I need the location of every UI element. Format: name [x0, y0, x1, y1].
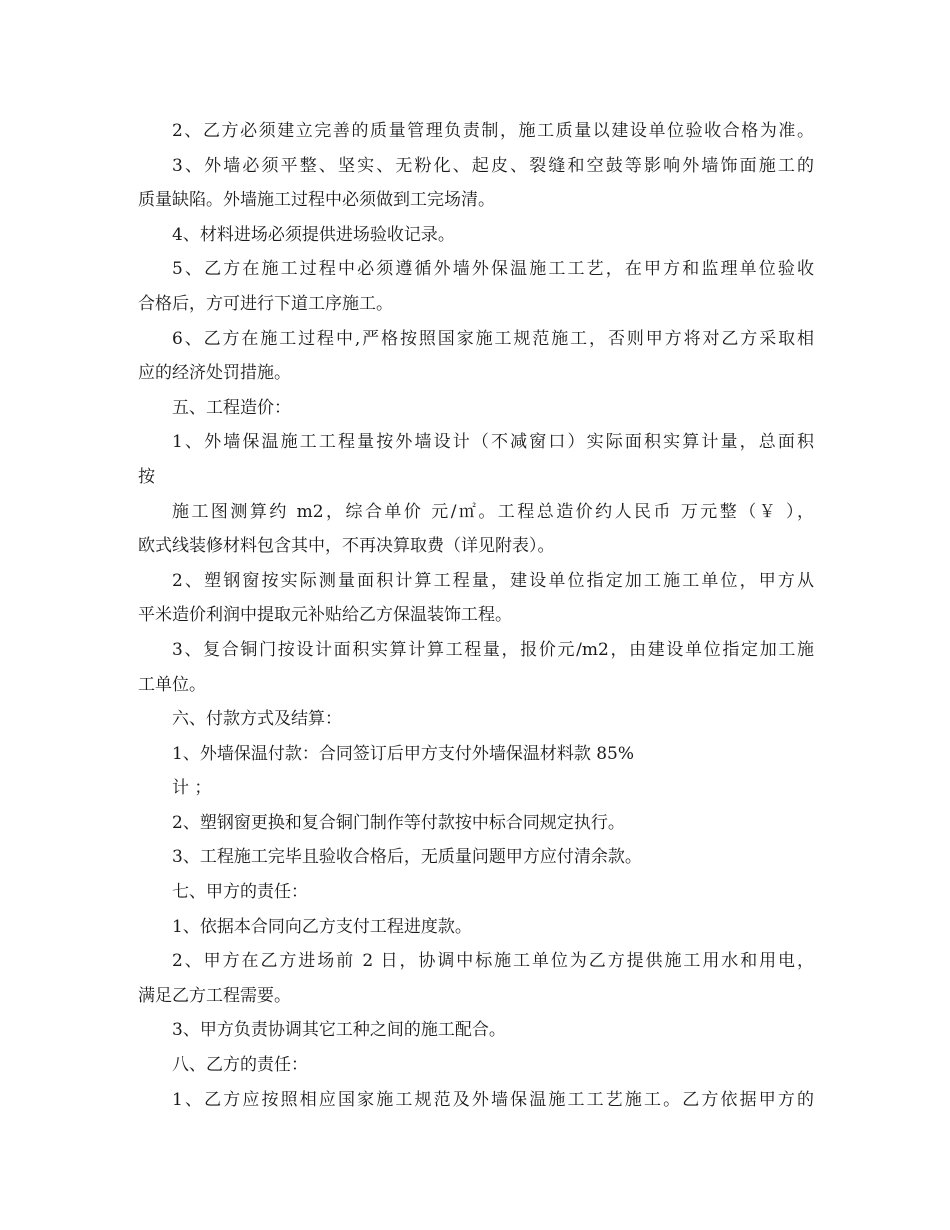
text-line: 1、乙方应按照相应国家施工规范及外墙保温施工工艺施工。乙方依据甲方的 — [172, 1089, 814, 1110]
text-line: 五、工程造价： — [172, 397, 291, 418]
text-line: 合格后，方可进行下道工序施工。 — [138, 293, 393, 314]
text-line: 施工图测算约 m2，综合单价 元/㎡。工程总造价约人民币 万元整（￥ ）， — [172, 501, 814, 522]
text-line: 工单位。 — [138, 674, 206, 695]
text-line: 4、材料进场必须提供进场验收记录。 — [172, 224, 455, 245]
text-line: 2、塑钢窗更换和复合铜门制作等付款按中标合同规定执行。 — [172, 812, 625, 833]
text-line: 1、外墙保温施工工程量按外墙设计（不减窗口）实际面积实算计量，总面积 — [172, 432, 814, 453]
text-line: 5、乙方在施工过程中必须遵循外墙外保温施工工艺，在甲方和监理单位验收 — [172, 259, 814, 280]
text-line: 1、依据本合同向乙方支付工程进度款。 — [172, 916, 472, 937]
text-line: 六、付款方式及结算： — [172, 709, 342, 730]
text-line: 3、甲方负责协调其它工种之间的施工配合。 — [172, 1020, 506, 1041]
text-line: 2、塑钢窗按实际测量面积计算工程量，建设单位指定加工施工单位，甲方从 — [172, 570, 814, 591]
text-line: 平米造价利润中提取元补贴给乙方保温装饰工程。 — [138, 605, 512, 626]
text-line: 满足乙方工程需要。 — [138, 985, 291, 1006]
text-line: 1、外墙保温付款：合同签订后甲方支付外墙保温材料款 85% — [172, 743, 635, 764]
text-line: 2、甲方在乙方进场前 2 日，协调中标施工单位为乙方提供施工用水和用电， — [172, 951, 814, 972]
text-line: 七、甲方的责任： — [172, 882, 308, 903]
text-line: 欧式线装修材料包含其中，不再决算取费（详见附表）。 — [138, 536, 555, 557]
text-line: 应的经济处罚措施。 — [138, 363, 291, 384]
text-line: 八、乙方的责任： — [172, 1055, 308, 1076]
text-line: 按 — [138, 466, 155, 487]
text-line: 2、乙方必须建立完善的质量管理负责制，施工质量以建设单位验收合格为准。 — [172, 121, 814, 141]
text-line: 质量缺陷。外墙施工过程中必须做到工完场清。 — [138, 190, 495, 211]
text-line: 6、乙方在施工过程中,严格按照国家施工规范施工，否则甲方将对乙方采取相 — [172, 328, 814, 349]
document-body — [138, 114, 814, 1117]
text-line: 3、外墙必须平整、坚实、无粉化、起皮、裂缝和空鼓等影响外墙饰面施工的 — [172, 155, 814, 176]
text-line: 计 ； — [172, 778, 212, 799]
text-line: 3、复合铜门按设计面积实算计算工程量，报价元/m2，由建设单位指定加工施 — [172, 639, 814, 660]
text-line: 3、工程施工完毕且验收合格后，无质量问题甲方应付清余款。 — [172, 847, 642, 868]
